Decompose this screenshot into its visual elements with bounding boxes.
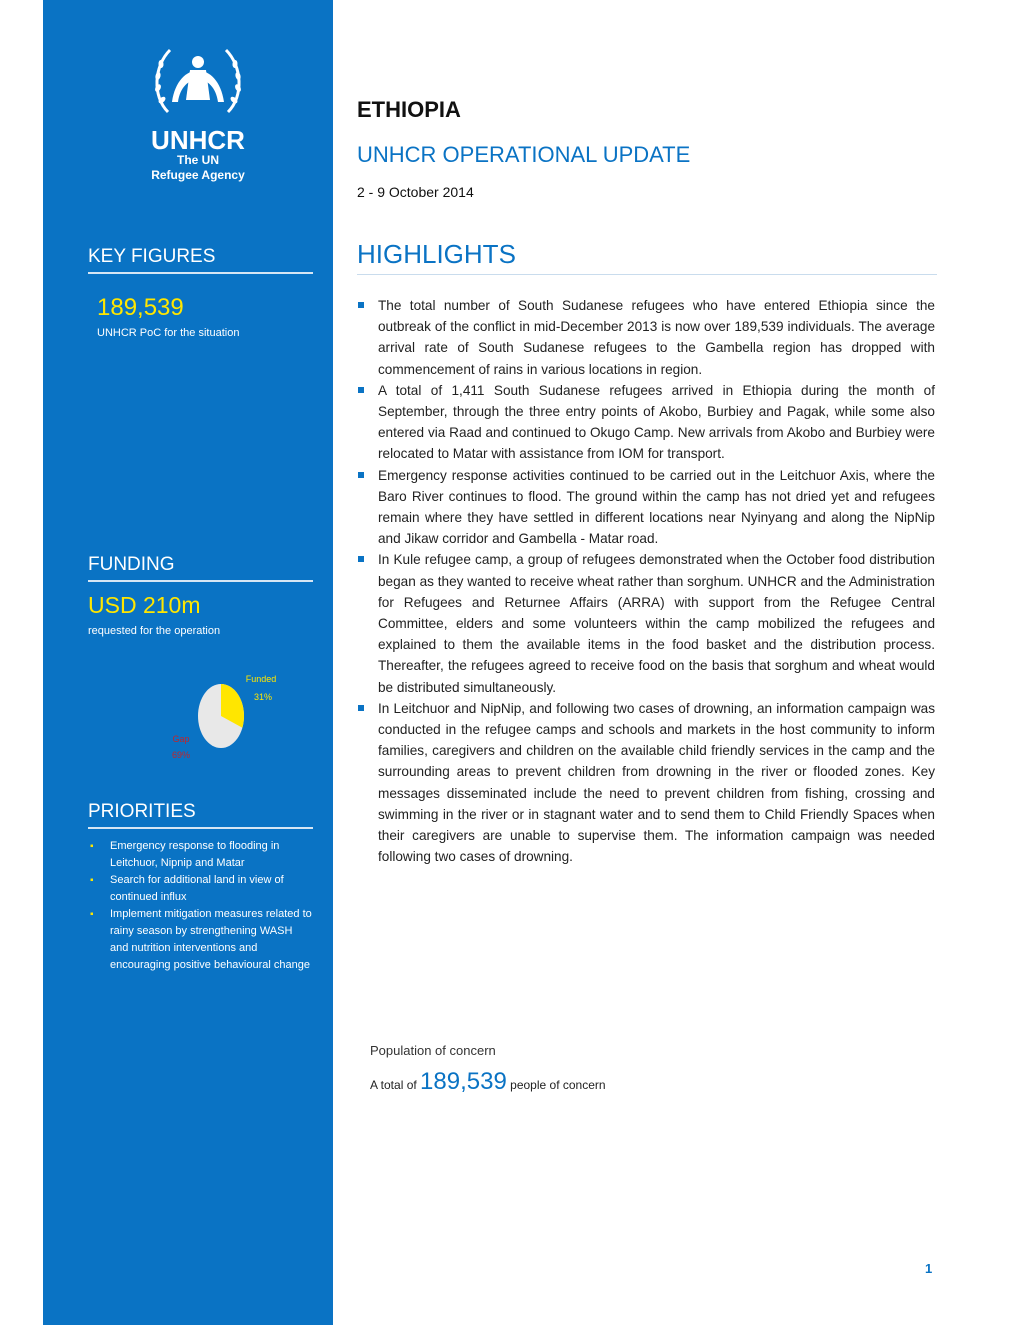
sidebar — [43, 0, 333, 1325]
priority-item: ▪ Emergency response to flooding in Leitchuor, Nipnip and Matar — [88, 838, 313, 872]
funding-value: USD 210m — [88, 592, 201, 618]
population-suffix: people of concern — [510, 1078, 606, 1092]
funding-label: requested for the operation — [88, 625, 221, 637]
highlight-item: In Kule refugee camp, a group of refugees demonstrated when the October food distribution began as they wanted to receive wheat rather than sorghum. UNHCR and the Administration for Refugees and Returnee Affairs (ARRA) with support from the Refugee Central Committee, elders and some volunteers within the camp mobilized the refugees and explained to them the available items in the food basket and the distribution process. Thereafter, the refugees agreed to receive food on the basis that sorghum and wheat would be distributed simultaneously. — [357, 549, 935, 697]
highlights-list — [357, 295, 935, 867]
priority-item: ▪ Implement mitigation measures related to rainy season by strengthening WASH and nutrition interventions and encouraging positive behavioural change — [88, 906, 313, 974]
pie-funded-pct: 31% — [253, 692, 273, 702]
priority-item: ▪ Search for additional land in view of continued influx — [88, 872, 313, 906]
key-figures-title: KEY FIGURES — [88, 246, 313, 274]
population-value: 189,539 — [420, 1068, 507, 1095]
pie-funded-label: Funded — [245, 674, 277, 684]
logo-line-1: The UN — [177, 153, 219, 167]
highlight-item: A total of 1,411 South Sudanese refugees arrived in Ethiopia during the month of September, through the three entry points of Akobo, Burbiey and Pagak, while some also entered via Raad and continued to Okugo Camp. New arrivals from Akobo and Burbiey were relocated to Matar with assistance from IOM for transport. — [357, 380, 935, 465]
logo-name: UNHCR — [151, 125, 245, 155]
key-figure-label: UNHCR PoC for the situation — [97, 327, 240, 339]
pie-gap-pct: 69% — [171, 750, 191, 760]
unhcr-logo — [138, 40, 258, 183]
page-number: 1 — [925, 1261, 933, 1276]
priorities-list — [88, 838, 313, 974]
key-figure-value: 189,539 — [97, 294, 184, 321]
highlight-item: The total number of South Sudanese refugees who have entered Ethiopia since the outbreak of the conflict in mid-December 2013 is now over 189,539 individuals. The average arrival rate of South Sudanese refugees to the Gambella region has dropped with commencement of rains in various locations in region. — [357, 295, 935, 380]
highlights-title: HIGHLIGHTS — [357, 239, 937, 275]
country-title: ETHIOPIA — [357, 97, 461, 122]
unhcr-emblem-icon — [148, 40, 248, 120]
priorities-title: PRIORITIES — [88, 801, 313, 829]
highlight-item: Emergency response activities continued to be carried out in the Leitchuor Axis, where the Baro River continues to flood. The ground within the camp has not dried yet and refugees remain where they have settled in different locations near Nyinyang and along the NipNip and Jikaw corridor and Gambella - Matar road. — [357, 465, 935, 550]
report-subtitle: UNHCR OPERATIONAL UPDATE — [357, 142, 691, 167]
population-prefix: A total of — [370, 1078, 417, 1092]
population-summary — [370, 1068, 606, 1096]
pie-gap-label: Gap — [172, 734, 190, 744]
logo-line-2: Refugee Agency — [151, 168, 245, 182]
funding-title: FUNDING — [88, 554, 313, 582]
population-title: Population of concern — [370, 1043, 496, 1058]
funding-pie-chart — [171, 662, 311, 772]
highlight-item: In Leitchuor and NipNip, and following two cases of drowning, an information campaign was conducted in the refugee camps and schools and markets in the host community to inform families, caregivers and children on the available child friendly services in the camp and the surrounding areas to prevent children from drowning in the river or flooded zones. Key messages disseminated include the need to prevent children from fishing, crossing and swimming in the river or in stagnant water and to send them to Child Friendly Spaces when their caregivers are unable to supervise them. The information campaign was needed following two cases of drowning. — [357, 698, 935, 868]
report-dates: 2 - 9 October 2014 — [357, 184, 474, 200]
